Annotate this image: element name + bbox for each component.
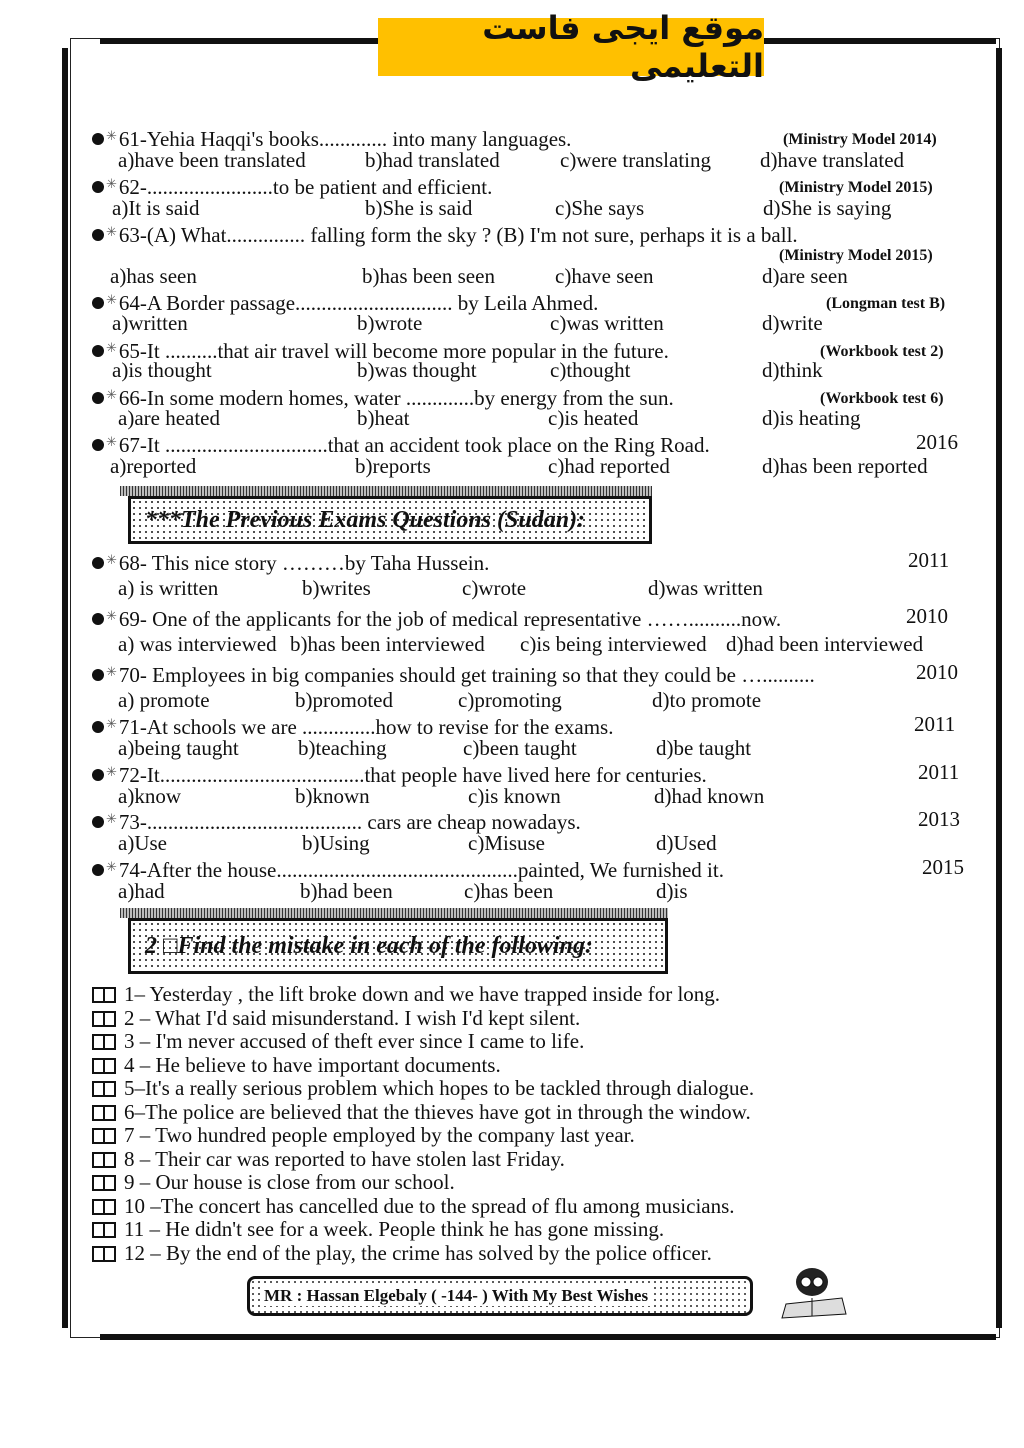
question-year: 2011	[914, 712, 956, 736]
answer-option: d)had known	[654, 784, 765, 808]
book-icon	[92, 1128, 116, 1144]
bomb-bullet-icon	[92, 669, 104, 681]
answer-option: c)is known	[468, 784, 561, 808]
section-title-mistake	[128, 918, 668, 974]
question-text: 65-It ..........that air travel will become more popular in the future.	[118, 339, 669, 363]
book-icon	[92, 1105, 116, 1121]
answer-option: c)has been	[464, 879, 554, 903]
answer-option: c)wrote	[462, 576, 527, 600]
spark-icon: ✳	[106, 387, 117, 402]
bomb-bullet-icon	[92, 864, 104, 876]
section-title-text: 2 □Find the mistake in each of the following:	[145, 932, 593, 959]
bomb-bullet-icon	[92, 345, 104, 357]
frame-bar-left	[62, 48, 68, 1328]
bomb-bullet-icon	[92, 557, 104, 569]
answer-option: d)are seen	[762, 264, 848, 288]
question-year: 2015	[922, 855, 964, 879]
answer-option: c)been taught	[463, 736, 577, 760]
answer-option: a)are heated	[118, 406, 220, 430]
question-stem	[92, 220, 798, 247]
frame-bar-top-left	[100, 38, 378, 44]
bomb-bullet-icon	[92, 816, 104, 828]
question-text: 74-After the house..............................................painted, We furnished it.	[118, 858, 724, 882]
book-icon	[92, 1058, 116, 1074]
answer-option: d)write	[762, 311, 823, 335]
mistake-item	[92, 1029, 584, 1054]
spark-icon: ✳	[106, 716, 117, 731]
question-text: 70- Employees in big companies should get training so that they could be …..........	[118, 663, 815, 687]
frame-bar-bottom	[100, 1334, 996, 1340]
question-year: 2011	[918, 760, 960, 784]
spark-icon: ✳	[106, 224, 117, 239]
mistake-text: 7 – Two hundred people employed by the company last year.	[124, 1123, 635, 1147]
mistake-item	[92, 1100, 751, 1125]
book-icon	[92, 987, 116, 1003]
question-source: (Workbook test 6)	[820, 390, 944, 407]
footer-text: MR : Hassan Elgebaly ( -144- ) With My Best Wishes	[264, 1286, 649, 1305]
question-text: 71-At schools we are ..............how to revise for the exams.	[118, 715, 614, 739]
answer-option: a)Use	[118, 831, 167, 855]
answer-option: b)had been	[300, 879, 393, 903]
question-text: 73-......................................... cars are cheap nowadays.	[118, 810, 581, 834]
answer-option: b)wrote	[357, 311, 423, 335]
mistake-item	[92, 1194, 735, 1219]
question-source: (Longman test B)	[826, 295, 946, 312]
answer-option: a)written	[112, 311, 188, 335]
footer-box	[247, 1276, 753, 1316]
answer-option: a) was interviewed	[118, 632, 277, 656]
mistake-item	[92, 1147, 565, 1172]
book-icon	[92, 1246, 116, 1262]
question-stem	[92, 712, 613, 739]
section-title-text: ***The Previous Exams Questions (Sudan):	[145, 506, 586, 533]
question-stem	[92, 430, 710, 457]
answer-option: b)has been seen	[362, 264, 495, 288]
mistake-item	[92, 1123, 635, 1148]
spark-icon: ✳	[106, 608, 117, 623]
question-stem	[92, 172, 492, 199]
question-text: 72-It.......................................that people have lived here for centuries.	[118, 763, 707, 787]
spark-icon: ✳	[106, 340, 117, 355]
answer-option: a)have been translated	[118, 148, 306, 172]
book-icon	[92, 1081, 116, 1097]
question-text: 68- This nice story ………by Taha Hussein.	[118, 551, 490, 575]
spark-icon: ✳	[106, 176, 117, 191]
answer-option: c)have seen	[555, 264, 654, 288]
bomb-bullet-icon	[92, 297, 104, 309]
book-icon	[92, 1034, 116, 1050]
answer-option: c)Misuse	[468, 831, 545, 855]
mistake-text: 2 – What I'd said misunderstand. I wish I'd kept silent.	[124, 1005, 581, 1030]
bomb-bullet-icon	[92, 721, 104, 733]
answer-option: d)has been reported	[762, 454, 928, 478]
spark-icon: ✳	[106, 552, 117, 567]
reading-figure-icon	[772, 1262, 856, 1322]
question-text: 66-In some modern homes, water .............by energy from the sun.	[118, 386, 674, 410]
answer-option: b)teaching	[298, 736, 387, 760]
question-text: 62-........................to be patient and efficient.	[118, 175, 493, 199]
answer-option: d)had been interviewed	[726, 632, 924, 656]
mistake-text: 4 – He believe to have important documents.	[124, 1052, 501, 1077]
answer-option: b)writes	[302, 576, 371, 600]
answer-option: c)She says	[555, 196, 645, 220]
bomb-bullet-icon	[92, 229, 104, 241]
answer-option: c)is being interviewed	[520, 632, 707, 656]
mistake-item	[92, 1053, 501, 1078]
answer-option: c)is heated	[548, 406, 639, 430]
mistake-item	[92, 1006, 580, 1031]
answer-option: a)reported	[110, 454, 197, 478]
answer-option: a)had	[118, 879, 165, 903]
answer-option: a)It is said	[112, 196, 200, 220]
mistake-text: 6–The police are believed that the thieves have got in through the window.	[124, 1099, 751, 1124]
question-year: 2011	[908, 548, 950, 572]
book-icon	[92, 1175, 116, 1191]
question-stem	[92, 660, 815, 687]
answer-option: b)has been interviewed	[290, 632, 485, 656]
answer-option: d)is	[656, 879, 688, 903]
spark-icon: ✳	[106, 434, 117, 449]
answer-option: b)Using	[302, 831, 370, 855]
answer-option: a)is thought	[112, 358, 212, 382]
question-source: (Ministry Model 2015)	[779, 179, 933, 196]
mistake-item	[92, 1217, 664, 1242]
frame-bar-top-right	[764, 38, 996, 44]
question-year: 2013	[918, 807, 960, 831]
mistake-text: 8 – Their car was reported to have stolen last Friday.	[124, 1146, 565, 1171]
section-shadow	[120, 486, 652, 496]
section-shadow	[120, 908, 668, 918]
answer-option: c)was written	[550, 311, 664, 335]
question-source: (Ministry Model 2015)	[779, 247, 933, 264]
answer-option: b)had translated	[365, 148, 500, 172]
answer-option: d)She is saying	[763, 196, 892, 220]
book-icon	[92, 1222, 116, 1238]
mistake-item	[92, 1076, 754, 1101]
question-stem	[92, 604, 781, 631]
question-text: 63-(A) What............... falling form the sky ? (B) I'm not sure, perhaps it is a ball.	[118, 223, 798, 247]
answer-option: d)was written	[648, 576, 763, 600]
bomb-bullet-icon	[92, 613, 104, 625]
section-title-sudan	[128, 496, 652, 544]
answer-option: b)known	[295, 784, 370, 808]
answer-option: d)have translated	[760, 148, 905, 172]
site-banner: موقع ايجى فاست التعليمى	[378, 18, 764, 76]
book-icon	[92, 1199, 116, 1215]
mistake-text: 10 –The concert has cancelled due to the spread of flu among musicians.	[124, 1193, 735, 1218]
answer-option: d)think	[762, 358, 823, 382]
mistake-text: 3 – I'm never accused of theft ever since I came to life.	[124, 1029, 585, 1053]
answer-option: b)heat	[357, 406, 410, 430]
question-source: (Workbook test 2)	[820, 343, 944, 360]
bomb-bullet-icon	[92, 133, 104, 145]
question-stem	[92, 855, 724, 882]
answer-option: a)being taught	[118, 736, 239, 760]
question-stem	[92, 548, 489, 575]
spark-icon: ✳	[106, 128, 117, 143]
question-text: 64-A Border passage.............................. by Leila Ahmed.	[118, 291, 599, 315]
mistake-item	[92, 1170, 455, 1195]
mistake-text: 11 – He didn't see for a week. People think he has gone missing.	[124, 1217, 665, 1241]
bomb-bullet-icon	[92, 392, 104, 404]
question-stem	[92, 807, 581, 834]
mistake-text: 9 – Our house is close from our school.	[124, 1170, 455, 1194]
answer-option: c)had reported	[548, 454, 670, 478]
answer-option: d)is heating	[762, 406, 861, 430]
answer-option: b)promoted	[295, 688, 393, 712]
spark-icon: ✳	[106, 664, 117, 679]
mistake-item	[92, 982, 720, 1007]
spark-icon: ✳	[106, 859, 117, 874]
answer-option: c)were translating	[560, 148, 712, 172]
spark-icon: ✳	[106, 764, 117, 779]
bomb-bullet-icon	[92, 181, 104, 193]
answer-option: b)She is said	[365, 196, 473, 220]
question-year: 2010	[916, 660, 958, 684]
question-text: 67-It ...............................that an accident took place on the Ring Road.	[118, 433, 710, 457]
answer-option: b)reports	[355, 454, 431, 478]
answer-option: d)Used	[656, 831, 717, 855]
mistake-text: 5–It's a really serious problem which hopes to be tackled through dialogue.	[124, 1076, 755, 1100]
answer-option: a)has seen	[110, 264, 197, 288]
question-text: 61-Yehia Haqqi's books............. into many languages.	[118, 127, 572, 151]
answer-option: d)to promote	[652, 688, 762, 712]
question-source: (Ministry Model 2014)	[783, 131, 937, 148]
mistake-text: 1– Yesterday , the lift broke down and we have trapped inside for long.	[124, 982, 721, 1006]
spark-icon: ✳	[106, 292, 117, 307]
frame-bar-right	[996, 48, 1002, 1328]
answer-option: a) is written	[118, 576, 219, 600]
spark-icon: ✳	[106, 811, 117, 826]
question-year: 2010	[906, 604, 948, 628]
answer-option: a)know	[118, 784, 181, 808]
answer-option: a) promote	[118, 688, 210, 712]
answer-option: d)be taught	[656, 736, 752, 760]
question-stem	[92, 760, 707, 787]
question-text: 69- One of the applicants for the job of medical representative ……..........now.	[118, 607, 782, 631]
mistake-item	[92, 1241, 712, 1266]
answer-option: b)was thought	[357, 358, 477, 382]
question-year: 2016	[916, 430, 958, 454]
answer-option: c)promoting	[458, 688, 562, 712]
question-stem	[92, 124, 571, 151]
bomb-bullet-icon	[92, 769, 104, 781]
book-icon	[92, 1011, 116, 1027]
bomb-bullet-icon	[92, 439, 104, 451]
mistake-text: 12 – By the end of the play, the crime has solved by the police officer.	[124, 1240, 712, 1265]
answer-option: c)thought	[550, 358, 631, 382]
book-icon	[92, 1152, 116, 1168]
